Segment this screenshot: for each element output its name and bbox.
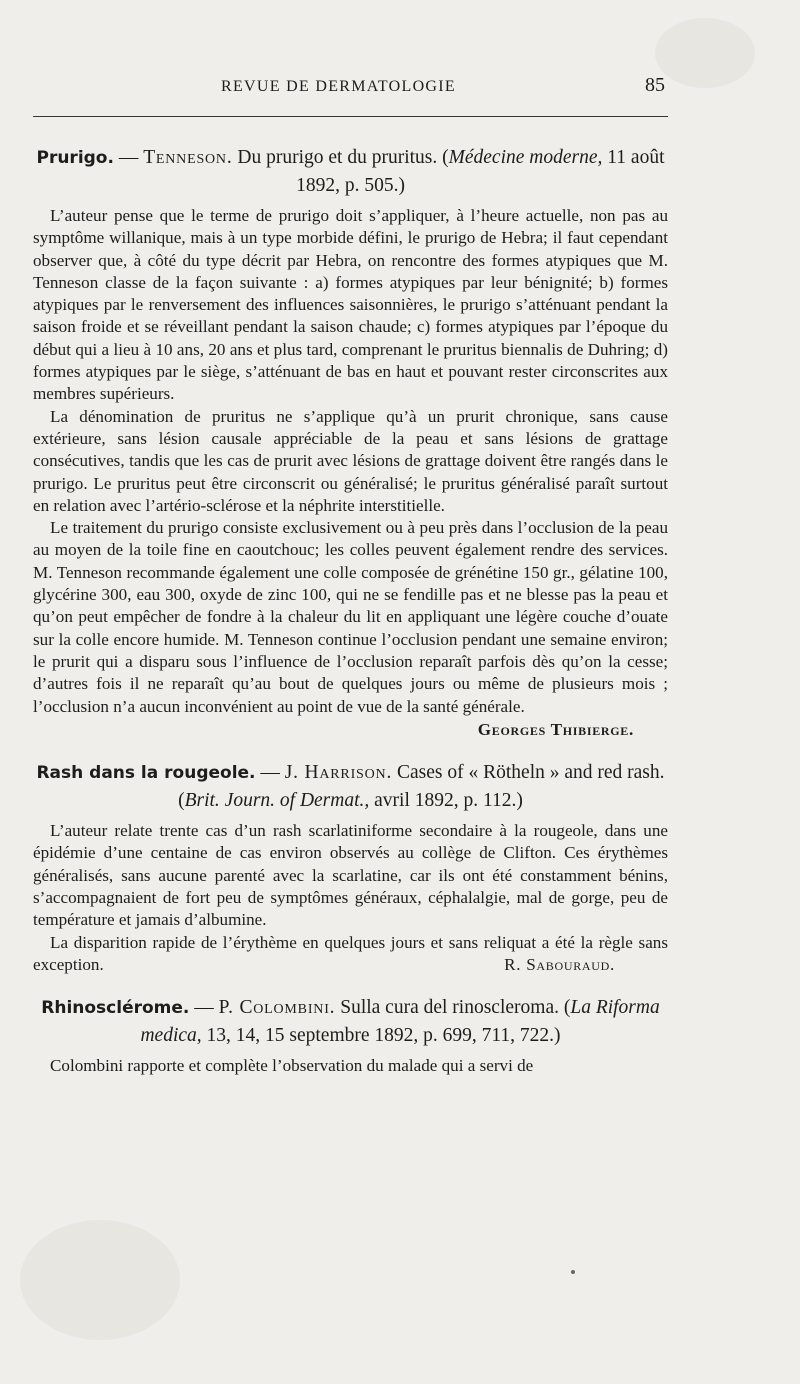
running-header bbox=[33, 74, 668, 104]
article-title: Sulla cura del rinoscleroma. ( bbox=[335, 997, 571, 1019]
article-paragraph: Le traitement du prurigo consiste exclusivement ou à peu près dans l’occlusion de la peau au moyen de la toile fine en caoutchouc; les colles peuvent également rendre des services. M. Tenneson recommande également une colle composée de grénétine 150 gr., gélatine 100, glycérine 300, eau 300, oxyde de zinc 100, qui ne se fendille pas et ne blesse pas la peau et qu’on peut empêcher de fondre à la chaleur du lit en appliquant une légère couche d’ouate sur la colle encore humide. M. Tenneson continue l’occlusion pendant une semaine environ; le prurit qui a disparu sous l’influence de l’occlusion reparaît parfois dès qu’on la cesse; d’autres fois il ne reparaît qu’au bout de quelques jours ou même de plusieurs mois ; l’occlusion n’a aucun inconvénient au point de vue de la santé générale. bbox=[33, 518, 668, 716]
print-mark bbox=[571, 1270, 575, 1274]
article-paragraph bbox=[33, 932, 668, 977]
article-citation: avril 1892, p. 112.) bbox=[369, 790, 523, 812]
article-paragraph: La dénomination de pruritus ne s’applique qu’à un prurit chronique, sans cause extérieure, sans lésion causale appréciable de la peau et sans lésions de grattage consécutives, tandis que les cas de prurit avec lésions de grattage doivent être rangés dans le prurigo. Le pruritus peut être circonscrit ou généralisé; le pruritus généralisé paraît surtout en relation avec l’artério-sclérose et la néphrite interstitielle. bbox=[33, 406, 668, 515]
heading-separator: — bbox=[255, 762, 285, 784]
article-paragraph: Colombini rapporte et complète l’observation du malade qui a servi de bbox=[50, 1056, 534, 1076]
article-rash-rougeole bbox=[33, 759, 668, 976]
paper-stain bbox=[20, 1220, 180, 1340]
article-signature: R. Sabouraud. bbox=[504, 954, 615, 974]
page-number: 85 bbox=[645, 74, 665, 96]
article-author: J. Harrison. bbox=[284, 762, 393, 784]
paper-stain bbox=[655, 18, 755, 88]
article-heading bbox=[33, 759, 668, 814]
article-title: Du prurigo et du pruritus. ( bbox=[232, 147, 449, 168]
article-citation: 11 août 1892, p. 505.) bbox=[296, 147, 665, 196]
heading-separator: — bbox=[189, 997, 219, 1019]
article-subject: Prurigo. bbox=[36, 148, 114, 168]
article-paragraph: L’auteur relate trente cas d’un rash scarlatiniforme secondaire à la rougeole, dans une épidémie d’une centaine de cas environ observés au collège de Clifton. Ces érythèmes généralisés, sans aucune parenté avec la scarlatine, car ils ont été constamment bénins, s’accompagnaient de fort peu de symptômes généraux, céphalalgie, mal de gorge, peu de température et jamais d’albumine. bbox=[33, 821, 668, 930]
header-rule bbox=[33, 116, 668, 117]
heading-separator: — bbox=[113, 147, 144, 168]
journal-name: Brit. Journ. of Dermat., bbox=[184, 790, 370, 812]
article-signature: Georges Thibierge. bbox=[477, 719, 634, 739]
article-paragraph: L’auteur pense que le terme de prurigo doit s’appliquer, à l’heure actuelle, non pas au symptôme willanique, mais à un type morbide défini, le prurigo de Hebra; il faut cependant observer que, à côté du type décrit par Hebra, on rencontre des formes atypiques que M. Tenneson classe de la façon suivante : a) formes atypiques par leur bénignité; b) formes atypiques par le renversement des influences saisonnières, le prurigo s’atténuant pendant la saison froide et se réveillant pendant la saison chaude; c) formes atypiques par l’époque du début qui a lieu à 10 ans, 20 ans et plus tard, comprenant le pruritus biennalis de Duhring; d) formes atypiques par le siège, s’atténuant de bas en haut et pouvant rester circonscrites aux membres supérieurs. bbox=[33, 206, 668, 404]
running-title: REVUE DE DERMATOLOGIE bbox=[221, 78, 456, 95]
journal-name: Médecine moderne, bbox=[448, 147, 603, 168]
article-rhinosclerome bbox=[33, 994, 668, 1077]
article-subject: Rhinosclérome. bbox=[41, 998, 190, 1019]
article-subject: Rash dans la rougeole. bbox=[36, 763, 256, 784]
article-heading bbox=[33, 144, 668, 199]
article-citation: 13, 14, 15 septembre 1892, p. 699, 711, 722.) bbox=[201, 1025, 561, 1047]
article-heading bbox=[33, 994, 668, 1049]
article-author: Tenneson. bbox=[143, 147, 233, 168]
article-author: P. Colombini. bbox=[218, 997, 336, 1019]
article-column bbox=[33, 132, 668, 1096]
article-prurigo bbox=[33, 144, 668, 741]
journal-name: La Riforma medica, bbox=[140, 997, 660, 1047]
article-title: Cases of « Rötheln » and red rash. ( bbox=[178, 762, 665, 812]
article-paragraph-text: La disparition rapide de l’érythème en quelques jours et sans reliquat a été la règle sans exception. bbox=[33, 932, 668, 974]
